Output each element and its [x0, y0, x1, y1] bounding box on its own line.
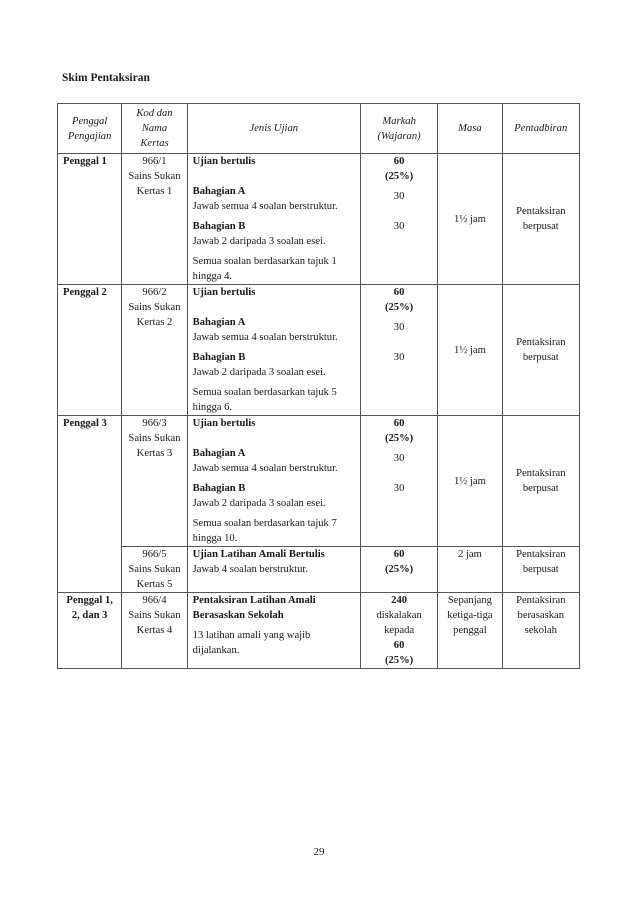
- jenis-cell: [187, 416, 360, 547]
- jenis-title-line2: Berasaskan Sekolah: [192, 610, 284, 621]
- masa-cell: [438, 593, 502, 669]
- penggal-cell: [58, 593, 122, 669]
- masa-line2: ketiga-tiga: [447, 610, 493, 621]
- topic-note: Semua soalan berdasarkan tajuk 5 hingga 6.: [192, 387, 337, 413]
- markah-a: 30: [393, 453, 405, 464]
- table-row: [58, 593, 580, 669]
- kod-cell: [122, 547, 187, 593]
- jenis-title-line1: Pentaksiran Latihan Amali: [192, 595, 316, 606]
- markah-cell: [360, 285, 437, 416]
- table-row: [58, 416, 580, 547]
- kod-code: 966/1: [142, 156, 167, 167]
- markah-scaled-label: diskalakan: [376, 610, 422, 621]
- markah-total: 60: [393, 549, 405, 560]
- kod-name: Sains Sukan: [128, 171, 181, 182]
- bahagian-b-desc: Jawab 2 daripada 3 soalan esei.: [192, 367, 326, 378]
- pentadbiran-cell: [502, 154, 579, 285]
- kod-paper: Kertas 2: [136, 317, 173, 328]
- topic-note: Semua soalan berdasarkan tajuk 1 hingga 4.: [192, 256, 337, 282]
- table-header-row: [58, 104, 580, 154]
- markah-cell: [360, 154, 437, 285]
- section-title: Skim Pentaksiran: [62, 72, 150, 84]
- markah-a: 30: [393, 191, 405, 202]
- markah-total: 60: [393, 156, 405, 167]
- markah-weight: (25%): [384, 171, 414, 182]
- kod-code: 966/4: [142, 595, 167, 606]
- jenis-title: Ujian Latihan Amali Bertulis: [192, 549, 325, 560]
- kod-paper: Kertas 1: [136, 186, 173, 197]
- assessment-scheme-table: [57, 103, 580, 669]
- kod-cell: [122, 285, 187, 416]
- kod-cell: [122, 416, 187, 547]
- penggal-cell: Penggal 1: [58, 154, 122, 285]
- table-row: [58, 547, 580, 593]
- kod-name: Sains Sukan: [128, 433, 181, 444]
- markah-weight: (25%): [384, 302, 414, 313]
- header-kod-line1: Kod dan: [136, 108, 173, 119]
- header-kod-line2: Nama Kertas: [140, 123, 169, 149]
- penggal-cell: Penggal 2: [58, 285, 122, 416]
- bahagian-b-label: Bahagian B: [192, 483, 246, 494]
- masa-cell: 1½ jam: [438, 416, 502, 547]
- pentadbiran-line2: berasaskan: [517, 610, 565, 621]
- markah-b: 30: [393, 221, 405, 232]
- pentadbiran-line1: Pentaksiran: [516, 337, 566, 348]
- markah-b: 30: [393, 352, 405, 363]
- header-penggal-line1: Penggal: [71, 115, 108, 127]
- pentadbiran-line2: berpusat: [522, 352, 559, 363]
- markah-a: 30: [393, 322, 405, 333]
- penggal-line2: 2, dan 3: [71, 610, 108, 621]
- kod-name: Sains Sukan: [128, 302, 181, 313]
- header-jenis: Jenis Ujian: [187, 104, 360, 154]
- markah-weight: (25%): [384, 433, 414, 444]
- bahagian-b-desc: Jawab 2 daripada 3 soalan esei.: [192, 498, 326, 509]
- header-masa: Masa: [438, 104, 502, 154]
- header-penggal: [58, 104, 122, 154]
- kod-cell: [122, 593, 187, 669]
- markah-to-label: kepada: [384, 625, 415, 636]
- kod-paper: Kertas 4: [136, 625, 173, 636]
- markah-cell: [360, 547, 437, 593]
- masa-cell: 1½ jam: [438, 154, 502, 285]
- kod-code: 966/5: [142, 549, 167, 560]
- header-pentadbiran: Pentadbiran: [502, 104, 579, 154]
- markah-weight: (25%): [384, 655, 414, 666]
- masa-cell: 2 jam: [438, 547, 502, 593]
- jenis-cell: [187, 285, 360, 416]
- pentadbiran-cell: [502, 593, 579, 669]
- jenis-title: Ujian bertulis: [192, 287, 256, 298]
- jenis-title: Ujian bertulis: [192, 156, 256, 167]
- header-markah-line1: Markah: [382, 115, 416, 127]
- pentadbiran-line1: Pentaksiran: [516, 549, 566, 560]
- table-row: [58, 285, 580, 416]
- markah-total: 60: [393, 418, 405, 429]
- jenis-cell: [187, 593, 360, 669]
- masa-line1: Sepanjang: [447, 595, 492, 606]
- pentadbiran-line2: berpusat: [522, 221, 559, 232]
- pentadbiran-cell: [502, 285, 579, 416]
- jenis-desc: Jawab 4 soalan berstruktur.: [192, 564, 308, 575]
- kod-name: Sains Sukan: [128, 564, 181, 575]
- table-row: [58, 154, 580, 285]
- markah-weight: (25%): [384, 564, 414, 575]
- header-markah: [360, 104, 437, 154]
- jenis-cell: [187, 547, 360, 593]
- pentadbiran-cell: [502, 547, 579, 593]
- markah-total: 60: [393, 640, 405, 651]
- jenis-cell: [187, 154, 360, 285]
- pentadbiran-line2: berpusat: [522, 564, 559, 575]
- markah-total: 60: [393, 287, 405, 298]
- topic-note: Semua soalan berdasarkan tajuk 7 hingga 10.: [192, 518, 337, 544]
- penggal-cell: Penggal 3: [58, 416, 122, 593]
- masa-cell: 1½ jam: [438, 285, 502, 416]
- bahagian-a-label: Bahagian A: [192, 317, 246, 328]
- markah-raw: 240: [391, 595, 408, 606]
- jenis-title: Ujian bertulis: [192, 418, 256, 429]
- jenis-desc: 13 latihan amali yang wajib dijalankan.: [192, 630, 311, 656]
- masa-line3: penggal: [453, 625, 487, 636]
- bahagian-b-desc: Jawab 2 daripada 3 soalan esei.: [192, 236, 326, 247]
- pentadbiran-line3: sekolah: [524, 625, 557, 636]
- pentadbiran-line2: berpusat: [522, 483, 559, 494]
- bahagian-a-desc: Jawab semua 4 soalan berstruktur.: [192, 332, 338, 343]
- kod-code: 966/3: [142, 418, 167, 429]
- bahagian-a-desc: Jawab semua 4 soalan berstruktur.: [192, 463, 338, 474]
- header-markah-line2: (Wajaran): [377, 130, 421, 142]
- kod-name: Sains Sukan: [128, 610, 181, 621]
- page-number: 29: [313, 846, 325, 858]
- header-penggal-line2: Pengajian: [67, 130, 112, 142]
- kod-code: 966/2: [142, 287, 167, 298]
- markah-cell: [360, 593, 437, 669]
- bahagian-b-label: Bahagian B: [192, 221, 246, 232]
- pentadbiran-line1: Pentaksiran: [516, 468, 566, 479]
- pentadbiran-cell: [502, 416, 579, 547]
- kod-paper: Kertas 5: [136, 579, 173, 590]
- penggal-line1: Penggal 1,: [66, 595, 113, 606]
- bahagian-a-label: Bahagian A: [192, 186, 246, 197]
- markah-b: 30: [393, 483, 405, 494]
- header-kod: [122, 104, 187, 154]
- bahagian-a-label: Bahagian A: [192, 448, 246, 459]
- pentadbiran-line1: Pentaksiran: [516, 595, 566, 606]
- bahagian-a-desc: Jawab semua 4 soalan berstruktur.: [192, 201, 338, 212]
- kod-paper: Kertas 3: [136, 448, 173, 459]
- kod-cell: [122, 154, 187, 285]
- markah-cell: [360, 416, 437, 547]
- bahagian-b-label: Bahagian B: [192, 352, 246, 363]
- pentadbiran-line1: Pentaksiran: [516, 206, 566, 217]
